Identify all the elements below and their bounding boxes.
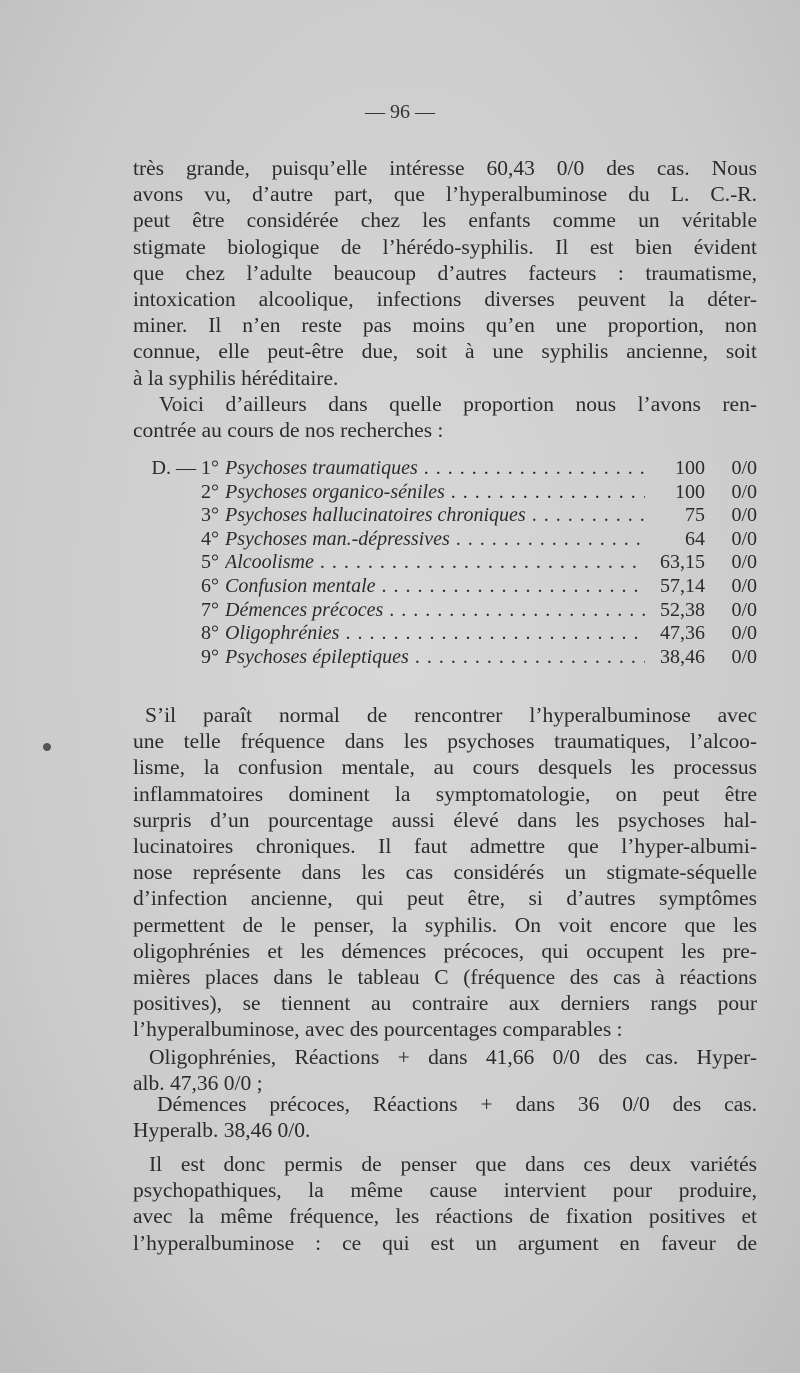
text-line: alb. 47,36 0/0 ;	[133, 1071, 263, 1096]
paragraph-6	[133, 1151, 757, 1256]
text-line: lisme, la confusion mentale, au cours desquels les processus	[133, 755, 757, 780]
text-line: Oligophrénies, Réactions + dans 41,66 0/0 des cas. Hyper-	[149, 1045, 757, 1069]
row-number: 8°	[201, 622, 219, 645]
paragraph-1	[133, 155, 757, 391]
table-row	[133, 646, 757, 670]
text-line: peut être considérée chez les enfants comme un véritable	[133, 208, 757, 233]
row-label: Alcoolisme . . .	[225, 551, 645, 574]
text-line: contrée au cours de nos recherches :	[133, 418, 444, 443]
paragraph-4	[133, 1044, 757, 1096]
row-label: Confusion mentale . . .	[225, 575, 645, 598]
table-row	[133, 528, 757, 552]
row-value: 57,14	[660, 574, 705, 597]
row-label: Psychoses man.-dépressives . . .	[225, 528, 645, 551]
text-line: Voici d’ailleurs dans quelle proportion nous l’avons ren-	[159, 392, 757, 416]
text-line: une telle fréquence dans les psychoses traumatiques, l’alcoo-	[133, 729, 757, 754]
row-number: 4°	[201, 527, 219, 550]
ink-spot-decoration	[43, 743, 51, 751]
table-row	[133, 551, 757, 575]
row-label: Psychoses organico-séniles . . .	[225, 481, 645, 504]
row-value: 100	[675, 480, 705, 503]
row-unit: 0/0	[731, 480, 757, 503]
row-number: 5°	[201, 551, 219, 574]
row-unit: 0/0	[731, 504, 757, 527]
text-line: d’infection ancienne, qui peut être, si d’autres symptômes	[133, 886, 757, 911]
row-number: 6°	[201, 574, 219, 597]
row-value: 52,38	[660, 598, 705, 621]
row-label: Psychoses hallucinatoires chroniques . . .	[225, 504, 645, 527]
table-row	[133, 481, 757, 505]
text-line: inflammatoires dominent la symptomatologie, on peut être	[133, 781, 757, 806]
text-line: stigmate biologique de l’hérédo-syphilis. Il est bien évident	[133, 234, 757, 259]
text-line: intoxication alcoolique, infections diverses peuvent la déter-	[133, 286, 757, 311]
table-row	[133, 504, 757, 528]
table-row	[133, 599, 757, 623]
row-value: 100	[675, 457, 705, 479]
text-line: oligophrénies et les démences précoces, qui occupent les pre-	[133, 938, 757, 963]
row-number: 3°	[201, 504, 219, 527]
text-line: connue, elle peut-être due, soit à une syphilis ancienne, soit	[133, 339, 757, 364]
table-row	[133, 575, 757, 599]
paragraph-5	[133, 1091, 757, 1143]
row-unit: 0/0	[731, 551, 757, 574]
text-line: miner. Il n’en reste pas moins qu’en une proportion, non	[133, 313, 757, 338]
text-line: très grande, puisqu’elle intéresse 60,43 0/0 des cas. Nous	[133, 156, 757, 180]
table-row-lead	[133, 457, 219, 480]
row-value: 75	[685, 504, 705, 527]
row-number: 2°	[201, 480, 219, 503]
text-line: l’hyperalbuminose : ce qui est un argument en faveur de	[133, 1230, 757, 1255]
row-unit: 0/0	[731, 574, 757, 597]
row-unit: 0/0	[731, 645, 757, 668]
row-number: 7°	[201, 598, 219, 621]
row-value: 63,15	[660, 551, 705, 574]
text-line: mières places dans le tableau C (fréquence des cas à réactions	[133, 964, 757, 989]
text-line: Hyperalb. 38,46 0/0.	[133, 1118, 311, 1143]
row-value: 47,36	[660, 622, 705, 645]
text-line: positives), se tiennent au contraire aux derniers rangs pour	[133, 991, 757, 1016]
text-line: que chez l’adulte beaucoup d’autres facteurs : traumatisme,	[133, 260, 757, 285]
table-row	[133, 622, 757, 646]
table-row	[133, 457, 757, 481]
paragraph-3	[133, 702, 757, 1042]
row-number: 9°	[201, 645, 219, 668]
paragraph-2	[133, 391, 757, 443]
row-value: 64	[685, 527, 705, 550]
text-line: psychopathiques, la même cause intervient pour produire,	[133, 1178, 757, 1203]
section-label: D. —	[151, 457, 196, 479]
row-unit: 0/0	[731, 622, 757, 645]
row-label: Oligophrénies . . .	[225, 622, 645, 645]
row-unit: 0/0	[731, 457, 757, 479]
row-value: 38,46	[660, 645, 705, 668]
text-line: avons vu, d’autre part, que l’hyperalbuminose du L. C.-R.	[133, 182, 757, 207]
row-unit: 0/0	[731, 598, 757, 621]
text-line: Il est donc permis de penser que dans ces deux variétés	[149, 1152, 757, 1176]
page-number: — 96 —	[365, 101, 435, 123]
text-line: surpris d’un pourcentage aussi élevé dans les psychoses hal-	[133, 807, 757, 832]
text-line: permettent de le penser, la syphilis. On voit encore que les	[133, 912, 757, 937]
text-line: S’il paraît normal de rencontrer l’hyperalbuminose avec	[145, 703, 757, 727]
row-unit: 0/0	[731, 527, 757, 550]
row-label: Démences précoces . . .	[225, 599, 645, 622]
text-line: à la syphilis héréditaire.	[133, 365, 339, 390]
text-line: Démences précoces, Réactions + dans 36 0/0 des cas.	[157, 1092, 757, 1116]
text-line: l’hyperalbuminose, avec des pourcentages comparables :	[133, 1017, 623, 1042]
text-line: lucinatoires chroniques. Il faut admettre que l’hyper-albumi-	[133, 833, 757, 858]
text-line: avec la même fréquence, les réactions de fixation positives et	[133, 1204, 757, 1229]
text-line: nose représente dans les cas considérés un stigmate-séquelle	[133, 860, 757, 885]
row-label: Psychoses épileptiques . . .	[225, 646, 645, 669]
row-label: Psychoses traumatiques . . .	[225, 457, 645, 480]
proportion-table	[133, 457, 757, 669]
row-number: 1°	[201, 457, 219, 479]
